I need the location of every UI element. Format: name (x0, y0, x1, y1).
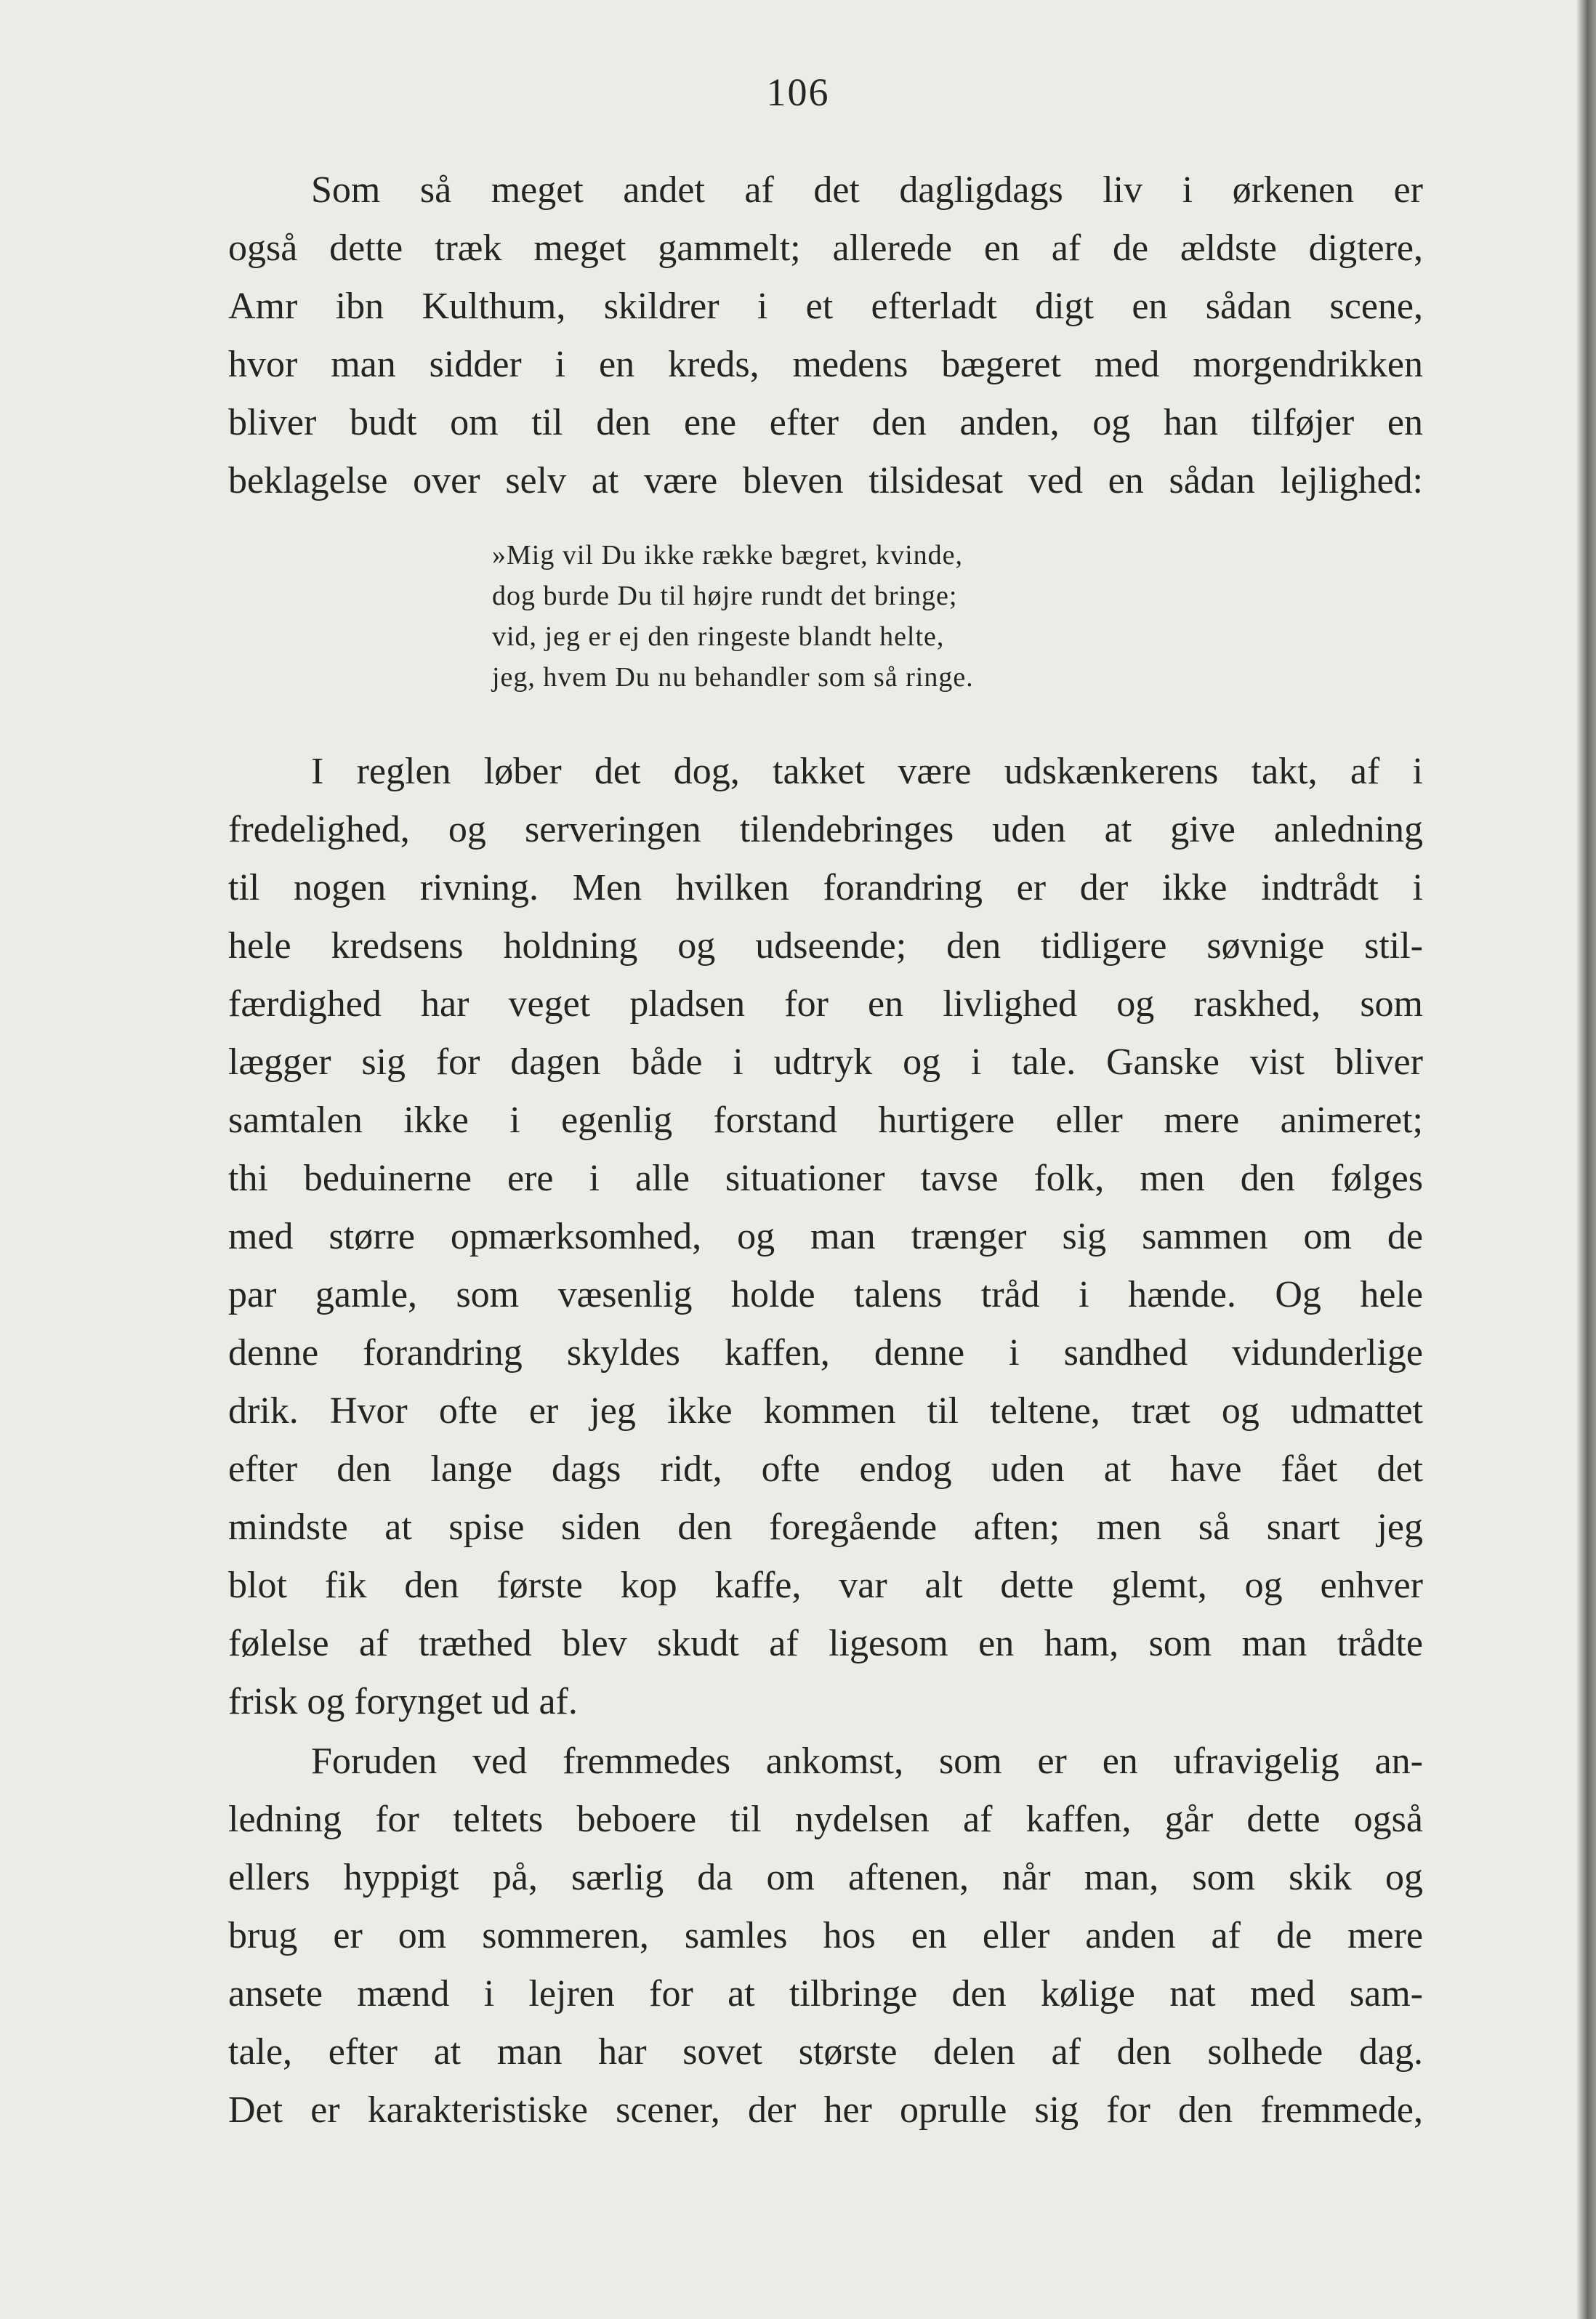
text-line: samtalen ikke i egenlig forstand hurtigere eller mere animeret; (228, 1100, 1423, 1141)
text-line: efter den lange dags ridt, ofte endog uden at have fået det (228, 1448, 1423, 1490)
text-line: hele kredsens holdning og udseende; den tidligere søvnige stil- (228, 925, 1423, 967)
verse-line: jeg, hvem Du nu behandler som så ringe. (492, 662, 974, 693)
text-line: Foruden ved fremmedes ankomst, som er en ufravigelig an- (311, 1741, 1423, 1782)
text-line: denne forandring skyldes kaffen, denne i sandhed vidunderlige (228, 1332, 1423, 1374)
text-line: mindste at spise siden den foregående aften; men så snart jeg (228, 1507, 1423, 1548)
text-line: tale, efter at man har sovet største delen af den solhede dag. (228, 2031, 1423, 2073)
text-line: hvor man sidder i en kreds, medens bægeret med morgendrikken (228, 344, 1423, 385)
verse-quote (492, 535, 1137, 698)
text-line: også dette træk meget gammelt; allerede en af de ældste digtere, (228, 227, 1423, 269)
verse-line: dog burde Du til højre rundt det bringe; (492, 581, 958, 611)
text-line: frisk og forynget ud af. (228, 1681, 578, 1722)
text-line: drik. Hvor ofte er jeg ikke kommen til teltene, træt og udmattet (228, 1390, 1423, 1432)
paragraph-3 (228, 1733, 1423, 2139)
text-line: Som så meget andet af det dagligdags liv i ørkenen er (311, 169, 1423, 211)
text-line: lægger sig for dagen både i udtryk og i tale. Ganske vist bliver (228, 1041, 1423, 1083)
text-line: Det er karakteristiske scener, der her oprulle sig for den fremmede, (228, 2089, 1423, 2131)
text-line: ledning for teltets beboere til nydelsen af kaffen, går dette også (228, 1799, 1423, 1840)
text-line: ansete mænd i lejren for at tilbringe den kølige nat med sam- (228, 1973, 1423, 2014)
page-number: 106 (766, 70, 830, 114)
text-line: par gamle, som væsenlig holde talens tråd i hænde. Og hele (228, 1274, 1423, 1315)
text-line: I reglen løber det dog, takket være udskænkerens takt, af i (311, 751, 1423, 792)
text-line: følelse af træthed blev skudt af ligesom en ham, som man trådte (228, 1623, 1423, 1664)
text-line: thi beduinerne ere i alle situationer tavse folk, men den følges (228, 1158, 1423, 1199)
text-line: beklagelse over selv at være bleven tilsidesat ved en sådan lejlighed: (228, 460, 1423, 501)
text-line: fredelighed, og serveringen tilendebringes uden at give anledning (228, 809, 1423, 850)
text-line: til nogen rivning. Men hvilken forandring er der ikke indtrådt i (228, 867, 1423, 908)
text-line: færdighed har veget pladsen for en livlighed og raskhed, som (228, 983, 1423, 1025)
paragraph-1 (228, 161, 1423, 510)
verse-line: vid, jeg er ej den ringeste blandt helte, (492, 621, 945, 652)
text-line: blot fik den første kop kaffe, var alt dette glemt, og enhver (228, 1565, 1423, 1606)
text-line: bliver budt om til den ene efter den anden, og han tilføjer en (228, 402, 1423, 443)
paragraph-2 (228, 743, 1423, 1731)
text-line: brug er om sommeren, samles hos en eller anden af de mere (228, 1915, 1423, 1956)
verse-line: »Mig vil Du ikke række bægret, kvinde, (492, 540, 964, 570)
text-line: Amr ibn Kulthum, skildrer i et efterladt digt en sådan scene, (228, 286, 1423, 327)
text-line: med større opmærksomhed, og man trænger sig sammen om de (228, 1216, 1423, 1257)
page-edge-shadow (1577, 0, 1596, 2319)
text-line: ellers hyppigt på, særlig da om aftenen, når man, som skik og (228, 1857, 1423, 1898)
